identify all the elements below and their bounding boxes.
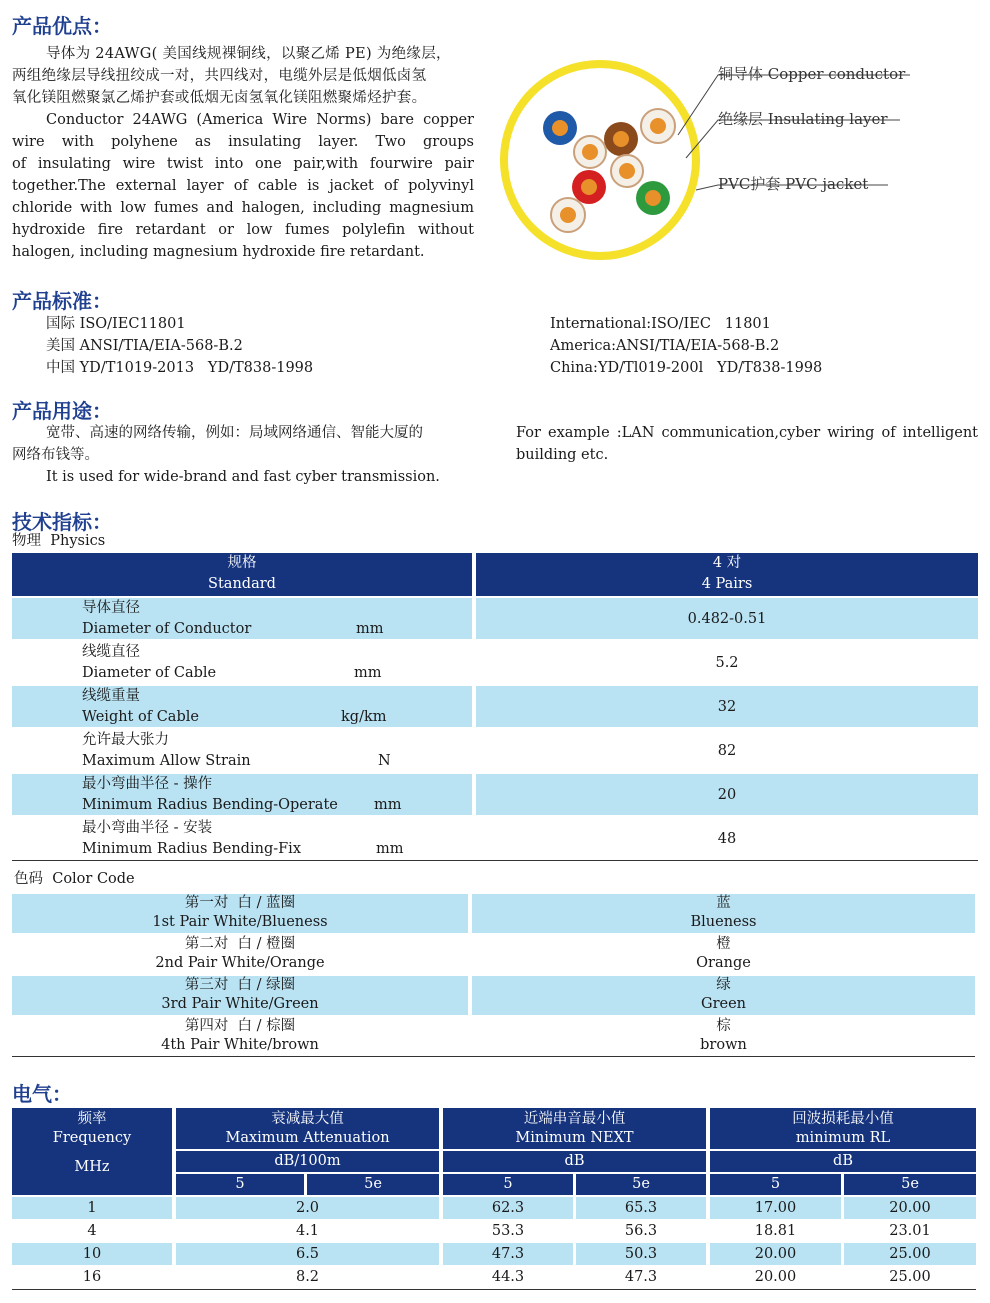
advantages-text [12, 43, 474, 263]
row-unit: mm [356, 621, 384, 637]
row-unit: mm [374, 797, 402, 813]
physics-head-pairs-en: 4 Pairs [701, 576, 753, 592]
next5-cell: 53.3 [491, 1223, 525, 1239]
row-label-zh: 最小弯曲半径 - 安装 [82, 820, 213, 836]
next-unit: dB [443, 1151, 706, 1172]
att-cell: 4.1 [295, 1223, 320, 1239]
rl-zh: 回波损耗最小值 [792, 1111, 894, 1127]
standards-en [550, 313, 822, 379]
row-unit: mm [354, 665, 382, 681]
physics-head-pairs-zh: 4 对 [712, 555, 742, 571]
row-label-en: Diameter of Cable [82, 665, 217, 681]
pair-zh: 第四对 白 / 棕圈 [184, 1018, 296, 1034]
physics-head-standard-zh: 规格 [227, 555, 257, 571]
rl5e-cell: 23.01 [889, 1223, 931, 1239]
color-en: Blueness [690, 914, 757, 930]
row-label-zh: 最小弯曲半径 - 操作 [82, 776, 213, 792]
pair-en: 1st Pair White/Blueness [152, 914, 328, 930]
pair-zh: 第三对 白 / 绿圈 [184, 977, 296, 993]
advantages-en-line-4: together.The external layer of cable is jacket of polyvinyl [12, 178, 474, 194]
row-label-zh: 允许最大张力 [82, 732, 169, 748]
rl-header [710, 1108, 976, 1149]
standard-en-3: China:YD/Tl019-200l YD/T838-1998 [550, 360, 823, 376]
row-value: 5.2 [715, 654, 739, 671]
electrical-row [12, 1243, 976, 1265]
standards-heading: 产品标准： [12, 289, 112, 313]
usage-right [516, 422, 978, 466]
row-unit: N [378, 753, 391, 769]
label-pvc-jacket: PVC护套 PVC jacket [718, 175, 869, 193]
physics-bottom-rule [12, 860, 978, 861]
att-zh: 衰减最大值 [271, 1111, 344, 1127]
freq-cell: 10 [12, 1243, 172, 1265]
freq-header [12, 1108, 172, 1195]
rl5-cell: 17.00 [710, 1197, 841, 1219]
usage-zh-line-2: 网络布钱等。 [12, 447, 99, 463]
att-cell: 8.2 [295, 1269, 320, 1285]
label-copper-conductor: 铜导体 Copper conductor [718, 65, 906, 83]
pair-en: 2nd Pair White/Orange [155, 955, 325, 971]
color-zh: 蓝 [716, 895, 731, 911]
advantages-en-line-1: Conductor 24AWG (America Wire Norms) bare copper [46, 112, 474, 128]
row-value: 82 [717, 742, 737, 759]
row-value: 0.482-0.51 [687, 610, 767, 627]
physics-head-pairs [476, 553, 978, 596]
freq-zh: 频率 [77, 1111, 107, 1127]
advantages-en-line-5: chloride with low fumes and halogen, including magnesium [12, 200, 474, 216]
advantages-zh-line-2: 两组绝缘层导线扭绞成一对，共四线对，电缆外层是低烟低卤氢 [12, 68, 427, 84]
att-cat-5: 5 [176, 1174, 304, 1195]
row-label-zh: 线缆直径 [82, 644, 140, 660]
color-en: brown [700, 1037, 747, 1053]
rl-en: minimum RL [795, 1130, 891, 1146]
pair-zh: 第二对 白 / 橙圈 [184, 936, 296, 952]
physics-row [12, 641, 978, 684]
freq-en: Frequency [52, 1130, 132, 1146]
color-code-bottom-rule [12, 1056, 975, 1057]
row-label-en: Diameter of Conductor [82, 621, 252, 637]
physics-head-standard-en: Standard [208, 576, 276, 592]
advantages-en-line-2: wire with polyhene as insulating layer. Two groups [12, 134, 474, 150]
att-en: Maximum Attenuation [225, 1130, 390, 1146]
standard-en-2: America:ANSI/TIA/EIA-568-B.2 [550, 338, 780, 354]
usage-en-left: It is used for wide-brand and fast cyber transmission. [46, 469, 440, 485]
rl-cat-5: 5 [710, 1174, 841, 1195]
freq-cell: 4 [87, 1223, 97, 1239]
next5-cell: 47.3 [443, 1243, 573, 1265]
row-label-en: Weight of Cable [82, 709, 199, 725]
next-en: Minimum NEXT [515, 1130, 634, 1146]
row-label-zh: 线缆重量 [82, 688, 140, 704]
color-en: Green [700, 996, 746, 1012]
advantages-zh-line-1: 导体为 24AWG( 美国线规裸铜线，以聚乙烯 PE) 为绝缘层， [46, 46, 451, 62]
row-unit: mm [376, 841, 404, 857]
row-label-zh: 导体直径 [82, 600, 140, 616]
freq-cell: 16 [82, 1269, 102, 1285]
color-zh: 绿 [716, 977, 731, 993]
tech-heading: 技术指标： [12, 510, 112, 534]
next5-cell: 44.3 [491, 1269, 525, 1285]
standard-zh-1: 国际 ISO/IEC11801 [46, 316, 186, 332]
usage-heading: 产品用途： [12, 399, 112, 423]
physics-label: 物理 Physics [12, 533, 106, 549]
electrical-row [12, 1266, 976, 1288]
next-zh: 近端串音最小值 [523, 1111, 626, 1127]
att-cat-5e: 5e [307, 1174, 439, 1195]
next-cat-5e: 5e [576, 1174, 706, 1195]
row-value: 32 [717, 698, 737, 715]
electrical-heading: 电气： [12, 1082, 72, 1106]
standard-zh-2: 美国 ANSI/TIA/EIA-568-B.2 [46, 338, 243, 354]
advantages-en-line-3: of insulating wire twist into one pair,with fourwire pair [12, 156, 474, 172]
color-code-row [12, 893, 975, 934]
att-cell: 2.0 [176, 1197, 439, 1219]
color-code-label: 色码 Color Code [14, 871, 135, 887]
rl5-cell: 20.00 [710, 1243, 841, 1265]
pair-en: 4th Pair White/brown [161, 1037, 319, 1053]
next5e-cell: 65.3 [576, 1197, 706, 1219]
electrical-bottom-rule [12, 1289, 976, 1290]
att-header [176, 1108, 439, 1149]
pair-zh: 第一对 白 / 蓝圈 [184, 895, 296, 911]
rl5-cell: 20.00 [754, 1269, 797, 1285]
color-code-row [12, 975, 975, 1016]
rl5-cell: 18.81 [754, 1223, 797, 1239]
rl5e-cell: 25.00 [844, 1243, 976, 1265]
next-header [443, 1108, 706, 1149]
row-unit: kg/km [341, 709, 387, 725]
att-cell: 6.5 [176, 1243, 439, 1265]
usage-left [12, 422, 472, 488]
row-label-en: Minimum Radius Bending-Fix [82, 841, 302, 857]
label-insulating-layer: 绝缘层 Insulating layer [718, 110, 888, 128]
advantages-en-line-6: hydroxide fire retardant or low fumes polylefin without [12, 222, 474, 238]
next5-cell: 62.3 [443, 1197, 573, 1219]
electrical-row [12, 1197, 976, 1219]
color-code-row [12, 1016, 975, 1057]
rl-unit: dB [710, 1151, 976, 1172]
rl-cat-5e: 5e [844, 1174, 976, 1195]
electrical-row [12, 1220, 976, 1242]
advantages-en-line-7: halogen, including magnesium hydroxide fire retardant. [12, 244, 425, 260]
freq-cell: 1 [12, 1197, 172, 1219]
physics-row [12, 597, 978, 640]
row-value: 20 [717, 786, 737, 803]
usage-en-right-2: building etc. [516, 447, 609, 463]
color-zh: 橙 [716, 936, 731, 952]
standards-zh [46, 313, 313, 379]
freq-unit: MHz [74, 1159, 110, 1175]
physics-head-standard [12, 553, 472, 596]
next-cat-5: 5 [443, 1174, 573, 1195]
color-en: Orange [696, 955, 751, 971]
usage-zh-line-1: 宽带、高速的网络传输，例如：局域网络通信、智能大厦的 [46, 425, 423, 441]
usage-en-right-1: For example :LAN communication,cyber wiring of intelligent [516, 425, 978, 441]
row-label-en: Minimum Radius Bending-Operate [82, 797, 338, 813]
standard-en-1: International:ISO/IEC 11801 [550, 316, 771, 332]
color-zh: 棕 [716, 1018, 731, 1034]
advantages-heading: 产品优点： [12, 14, 112, 38]
row-label-en: Maximum Allow Strain [82, 753, 251, 769]
next5e-cell: 47.3 [624, 1269, 658, 1285]
advantages-zh-line-3: 氧化镁阻燃聚氯乙烯护套或低烟无卤氢氧化镁阻燃聚烯烃护套。 [12, 90, 427, 106]
row-value: 48 [717, 830, 737, 847]
pair-en: 3rd Pair White/Green [161, 996, 319, 1012]
rl5e-cell: 20.00 [844, 1197, 976, 1219]
att-unit: dB/100m [176, 1151, 439, 1172]
rl5e-cell: 25.00 [889, 1269, 931, 1285]
next5e-cell: 50.3 [576, 1243, 706, 1265]
physics-row [12, 685, 978, 728]
physics-row [12, 729, 978, 772]
color-code-row [12, 934, 975, 975]
next5e-cell: 56.3 [624, 1223, 658, 1239]
standard-zh-3: 中国 YD/T1019-2013 YD/T838-1998 [46, 360, 314, 376]
physics-row [12, 773, 978, 816]
physics-row [12, 817, 978, 860]
